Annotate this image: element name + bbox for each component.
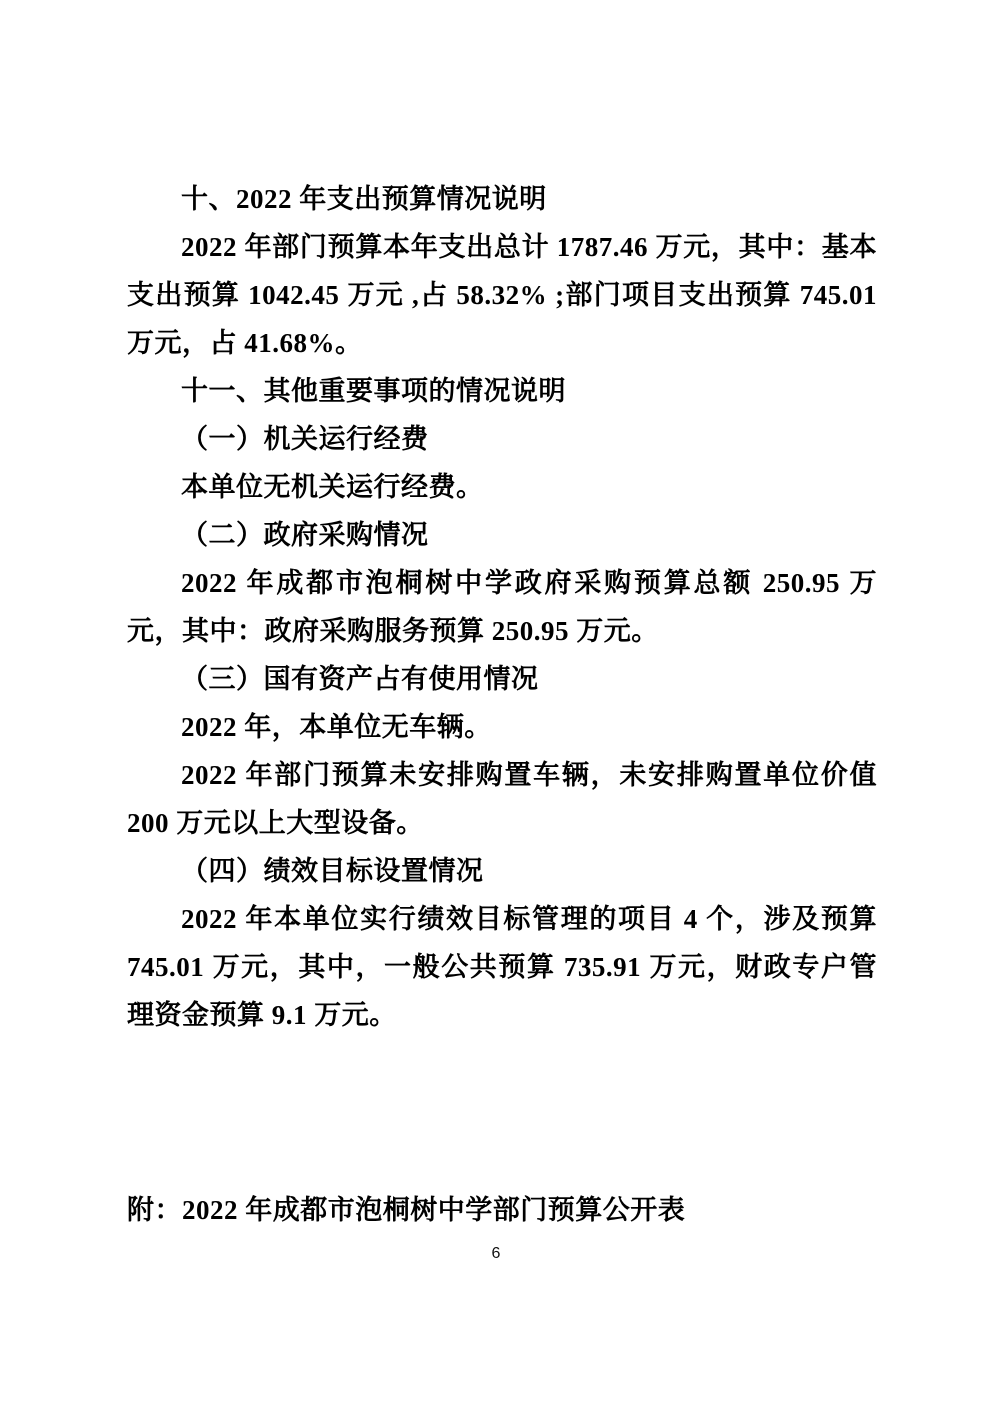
heading-sub-4-performance: （四）绩效目标设置情况 [181,856,484,886]
heading-section-11: 十一、其他重要事项的情况说明 [181,376,566,406]
heading-sub-3-state-assets: （三）国有资产占有使用情况 [181,664,539,694]
para-no-vehicle-purchase: 2022 年部门预算未安排购置车辆，未安排购置单位价值 200 万元以上大型设备。 [127,760,877,838]
page-number: 6 [491,1245,501,1262]
attachment-note: 附：2022 年成都市泡桐树中学部门预算公开表 [127,1195,686,1225]
para-procurement-budget: 2022 年成都市泡桐树中学政府采购预算总额 250.95 万元，其中：政府采购服务预算 250.95 万元。 [127,568,877,646]
heading-sub-1-agency-funds: （一）机关运行经费 [181,424,429,454]
para-no-vehicles: 2022 年，本单位无车辆。 [181,712,492,742]
heading-sub-2-procurement: （二）政府采购情况 [181,520,429,550]
para-performance-targets: 2022 年本单位实行绩效目标管理的项目 4 个，涉及预算 745.01 万元，其中，一般公共预算 735.91 万元，财政专户管理资金预算 9.1 万元。 [127,904,877,1030]
document-body [127,175,877,1039]
para-expenditure-summary: 2022 年部门预算本年支出总计 1787.46 万元，其中：基本支出预算 1042.45 万元 ,占 58.32% ;部门项目支出预算 745.01 万元，占 41.68%。 [127,232,877,358]
heading-section-10: 十、2022 年支出预算情况说明 [181,184,547,214]
para-no-agency-funds: 本单位无机关运行经费。 [181,472,484,502]
